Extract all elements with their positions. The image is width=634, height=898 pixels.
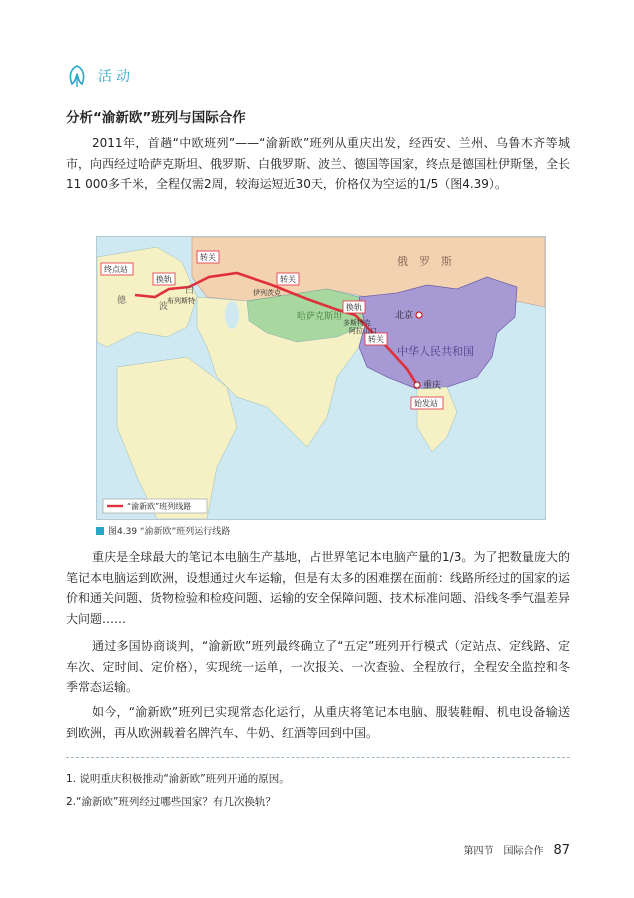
caption-text: 图4.39 “渝新欧”班列运行线路 [108, 527, 231, 537]
question-1: 1. 说明重庆积极推动“渝新欧”班列开通的原因。 [66, 773, 290, 785]
paragraph-1: 2011年，首趟“中欧班列”——“渝新欧”班列从重庆出发，经西安、兰州、乌鲁木齐等城市，向西经过哈萨克斯坦、俄罗斯、白俄罗斯、波兰、德国等国家，终点是德国杜伊斯堡，全长11 000多千米，全程仅需2周，较海运短近30天，价格仅为空运的1/5（图4.39）。 [66, 136, 571, 191]
label-kazakhstan: 哈萨克斯坦 [297, 312, 343, 322]
page-number: 87 [553, 843, 570, 858]
label-transfer-3: 转关 [368, 335, 384, 344]
activity-header [64, 62, 134, 90]
label-gauge-2: 换轨 [346, 303, 362, 312]
paragraph-2: 重庆是全球最大的笔记本电脑生产基地，占世界笔记本电脑产量的1/3。为了把数量庞大的笔记本电脑运到欧洲，设想通过火车运输，但是有太多的困难摆在面前：线路所经过的国家的运价和通关问题、货物检验和检疫问题、运输的安全保障问题、技术标准问题、沿线冬季气温差异大问题…… [66, 550, 571, 626]
question-2: 2.“渝新欧”班列经过哪些国家？有几次换轨？ [66, 796, 276, 808]
label-germany: 德 [117, 296, 127, 306]
label-terminal: 终点站 [104, 265, 128, 274]
caption-marker-icon [96, 527, 104, 535]
label-beijing: 北京 [395, 311, 414, 321]
label-alashankou: 阿拉山口 [349, 327, 377, 335]
caspian-sea [225, 301, 239, 329]
section-title: 分析“渝新欧”班列与国际合作 [66, 110, 246, 126]
label-transfer-2: 转关 [280, 275, 296, 284]
figure-caption [96, 524, 230, 537]
leaf-icon [64, 63, 90, 89]
label-belarus: 白 [185, 286, 195, 296]
divider [66, 757, 570, 758]
page-footer [463, 842, 570, 858]
map-svg [97, 237, 545, 519]
activity-label: 活动 [98, 69, 134, 85]
label-dostyk: 多斯特克 [343, 319, 371, 327]
label-russia: 俄 罗 斯 [397, 255, 452, 268]
beijing-marker [416, 312, 422, 318]
label-gauge-1: 换轨 [156, 275, 172, 284]
paragraph-4: 如今，“渝新欧”班列已实现常态化运行，从重庆将笔记本电脑、服装鞋帽、机电设备输送到欧洲，再从欧洲载着名牌汽车、牛奶、红酒等回到中国。 [66, 705, 570, 740]
label-yilish: 伊列茨克 [253, 289, 281, 297]
label-poland: 波 [159, 302, 169, 312]
footer-section: 第四节 国际合作 [463, 846, 544, 857]
legend-label: “渝新欧”班列线路 [127, 502, 192, 511]
route-map [96, 236, 546, 520]
paragraph-3: 通过多国协商谈判，“渝新欧”班列最终确立了“五定”班列开行模式（定站点、定线路、定车次、定时间、定价格），实现统一运单，一次报关、一次查验、全程放行，全程安全监控和冬季常态运输。 [66, 639, 570, 694]
label-transfer-1: 转关 [200, 253, 216, 262]
chongqing-marker [414, 382, 420, 388]
label-start: 始发站 [414, 399, 438, 408]
label-brest: 布列斯特 [167, 297, 195, 305]
label-china: 中华人民共和国 [397, 345, 474, 358]
label-chongqing: 重庆 [423, 381, 442, 391]
